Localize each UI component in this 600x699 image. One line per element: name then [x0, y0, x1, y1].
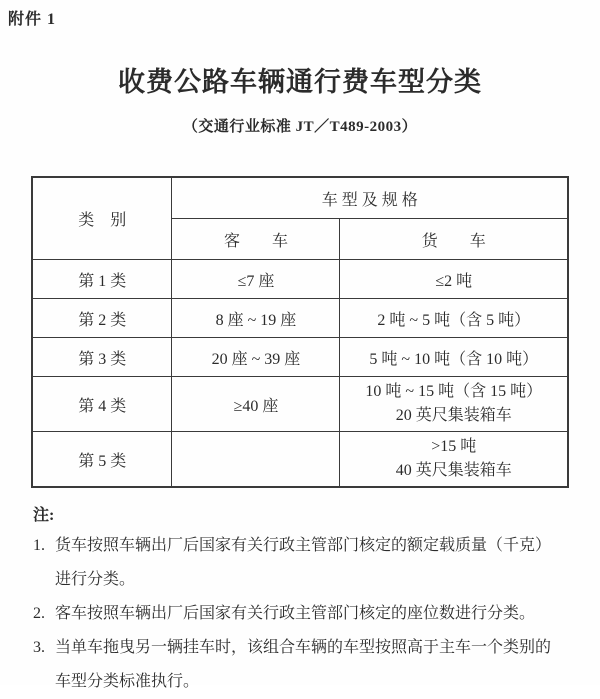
header-passenger: 客 车 [172, 219, 340, 260]
category-cell: 第 3 类 [32, 338, 172, 377]
truck-cell-line-2: 20 英尺集装箱车 [395, 407, 512, 424]
truck-cell: 2 吨 ~ 5 吨（含 5 吨） [340, 299, 568, 338]
truck-cell: ≤2 吨 [340, 260, 568, 299]
passenger-cell [172, 432, 340, 488]
truck-cell-line-1: 10 吨 ~ 15 吨（含 15 吨） [365, 383, 543, 400]
table-row-class-4 [32, 377, 568, 432]
note-number: 1. [33, 537, 45, 554]
header-spec-group: 车 型 及 规 格 [172, 177, 568, 219]
truck-cell [340, 432, 568, 488]
table-row-class-1 [32, 260, 568, 299]
category-cell: 第 1 类 [32, 260, 172, 299]
category-cell: 第 2 类 [32, 299, 172, 338]
page-subtitle: （交通行业标准 JT／T489-2003） [182, 119, 418, 135]
passenger-cell: 20 座 ~ 39 座 [172, 338, 340, 377]
note-item-3 [33, 631, 600, 699]
passenger-cell: ≥40 座 [172, 377, 340, 432]
header-truck: 货 车 [340, 219, 568, 260]
table-row-class-5 [32, 432, 568, 488]
table-row-class-3 [32, 338, 568, 377]
note-item-2 [33, 597, 600, 631]
attachment-label: 附件 1 [8, 11, 57, 28]
passenger-cell: ≤7 座 [172, 260, 340, 299]
category-cell: 第 5 类 [32, 432, 172, 488]
note-text: 客车按照车辆出厂后国家有关行政主管部门核定的座位数进行分类。 [55, 605, 536, 622]
page-title: 收费公路车辆通行费车型分类 [118, 67, 482, 97]
truck-cell: 5 吨 ~ 10 吨（含 10 吨） [340, 338, 568, 377]
note-text: 货车按照车辆出厂后国家有关行政主管部门核定的额定载质量（千克）进行分类。 [55, 537, 552, 588]
note-item-1 [33, 529, 600, 597]
truck-cell-line-1: >15 吨 [431, 438, 477, 455]
notes-section [33, 502, 600, 699]
table-row-class-2 [32, 299, 568, 338]
note-number: 2. [33, 605, 45, 622]
table-header-row-1 [32, 177, 568, 219]
header-category: 类 别 [32, 177, 172, 260]
note-number: 3. [33, 639, 45, 656]
vehicle-classification-table [31, 176, 569, 488]
truck-cell-line-2: 40 英尺集装箱车 [395, 462, 512, 479]
passenger-cell: 8 座 ~ 19 座 [172, 299, 340, 338]
category-cell: 第 4 类 [32, 377, 172, 432]
truck-cell [340, 377, 568, 432]
notes-label: 注: [33, 507, 55, 524]
note-text: 当单车拖曳另一辆挂车时，该组合车辆的车型按照高于主车一个类别的车型分类标准执行。 [55, 639, 552, 690]
